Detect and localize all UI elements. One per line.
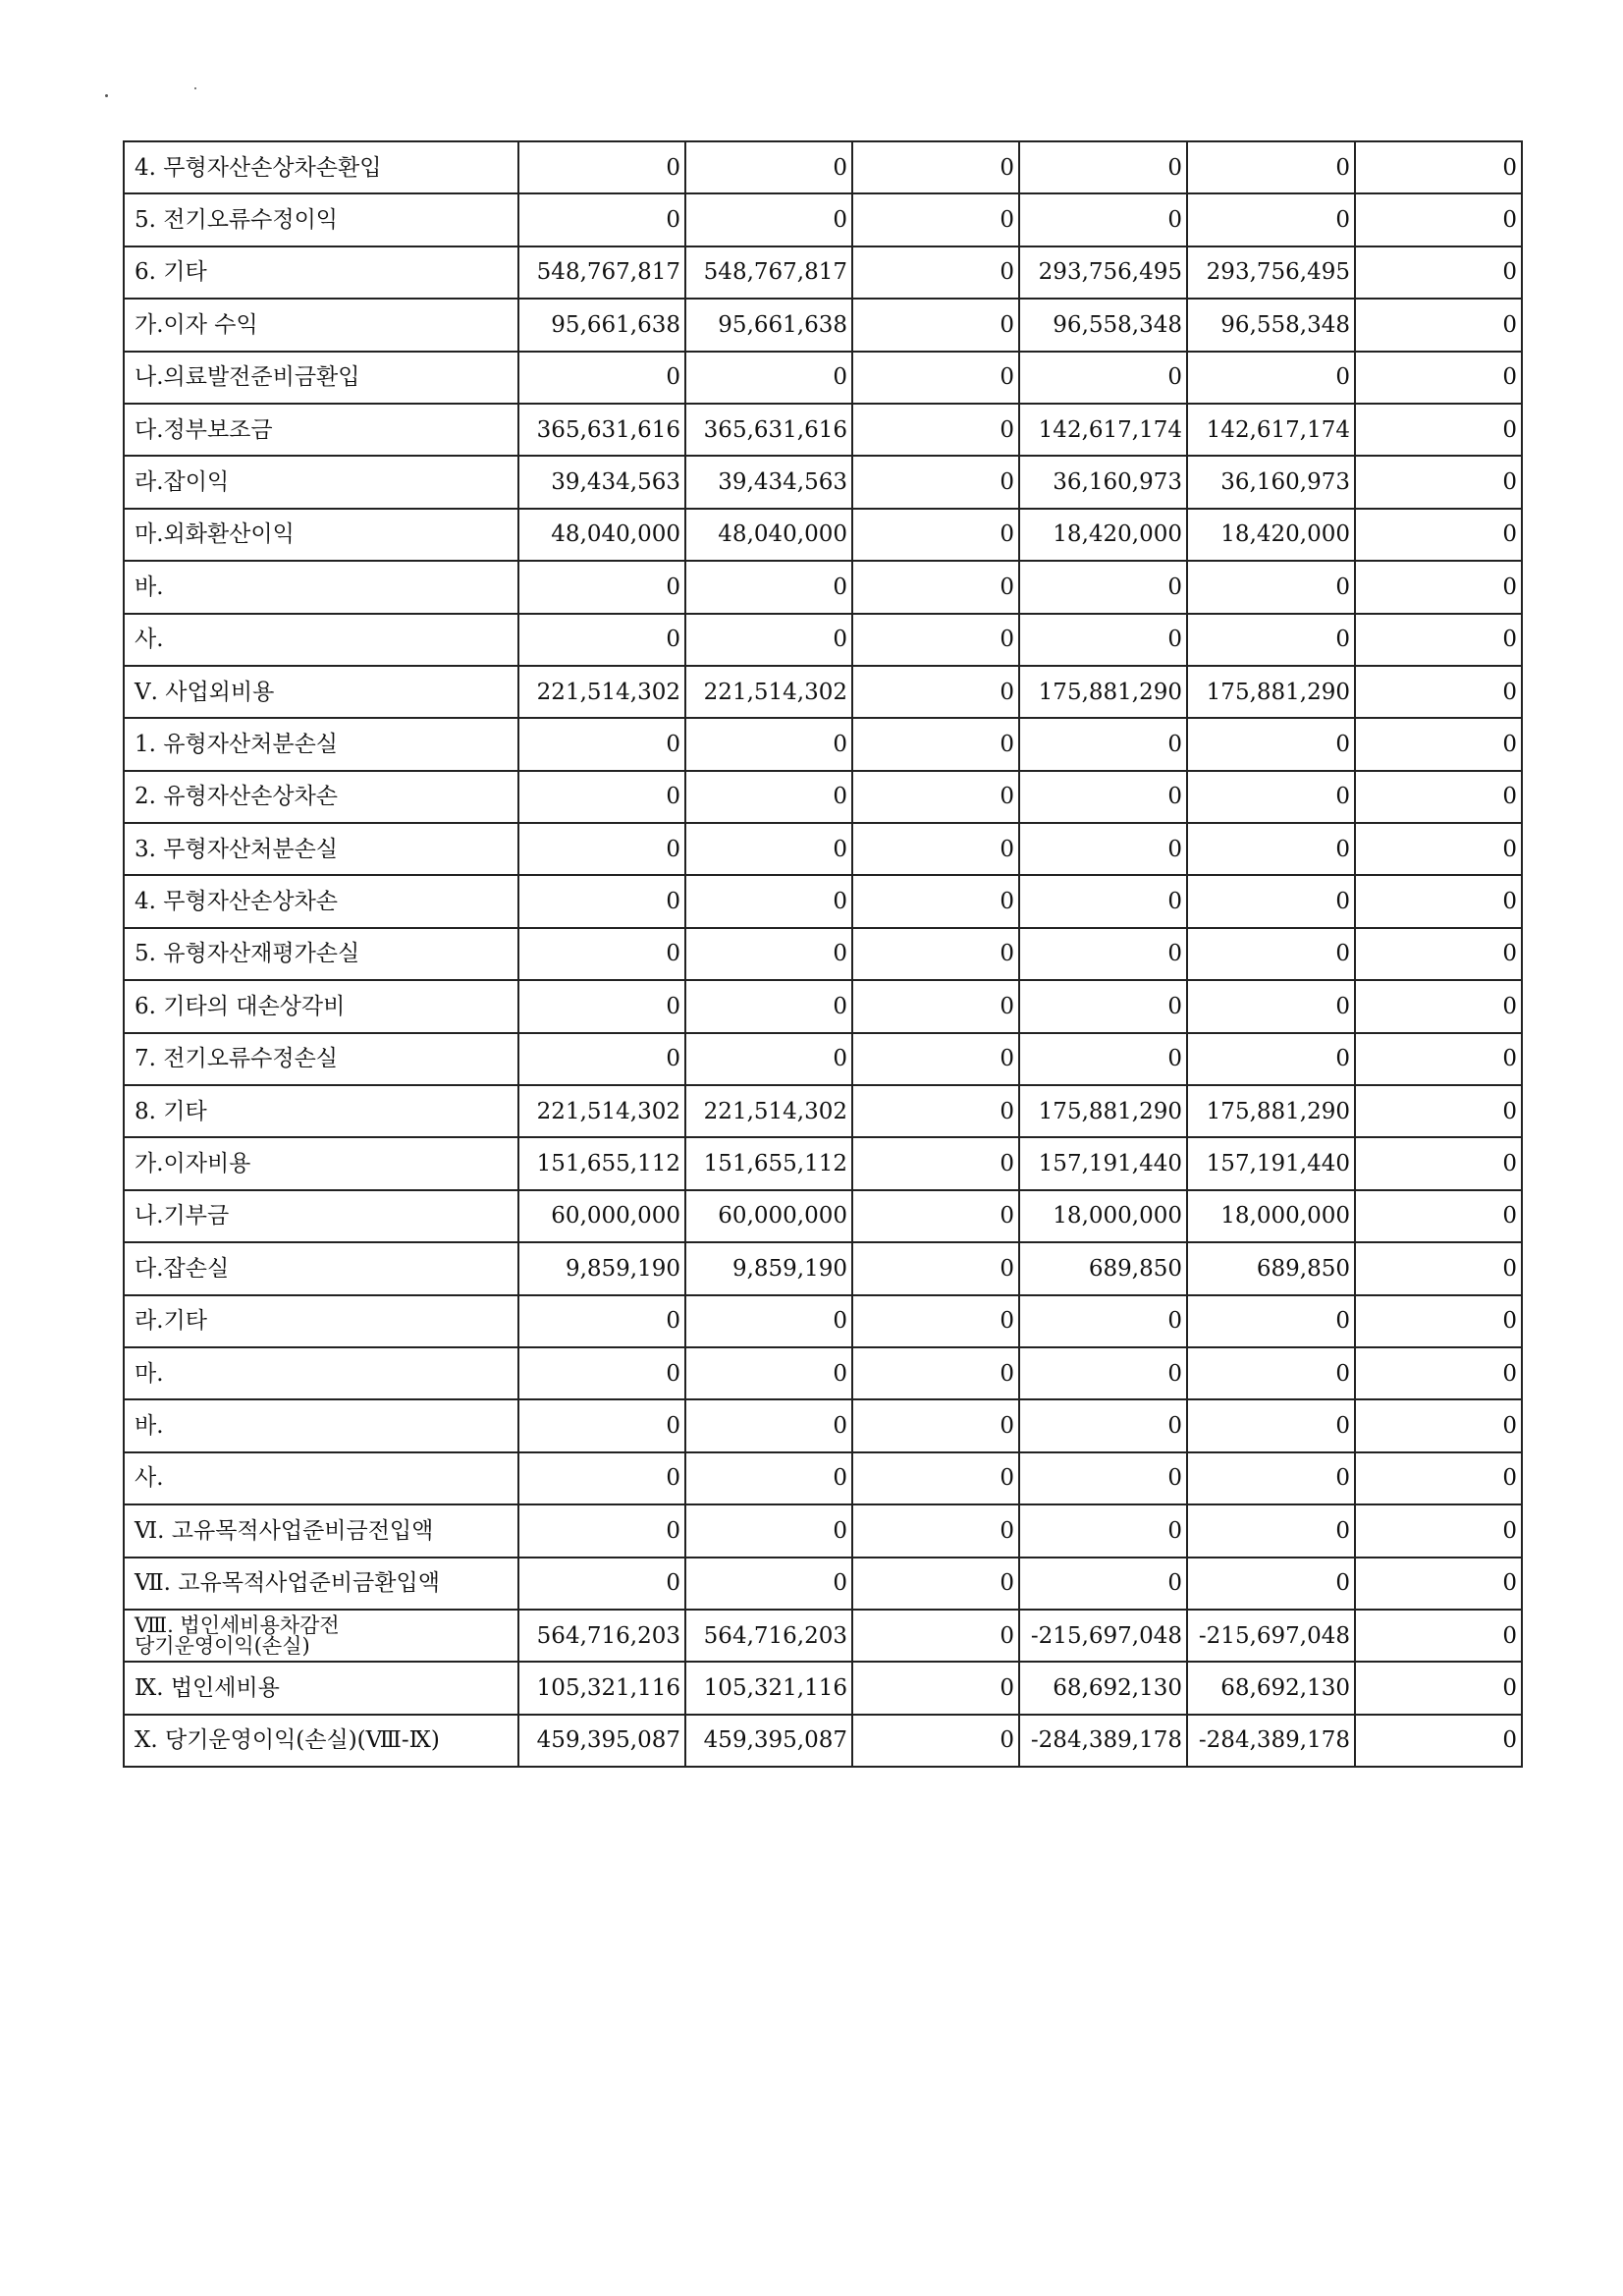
value-cell: 18,420,000	[1187, 509, 1355, 561]
value-cell: 0	[852, 1190, 1019, 1242]
value-cell: 157,191,440	[1187, 1137, 1355, 1189]
value-cell: 0	[685, 561, 852, 613]
value-cell: 548,767,817	[685, 246, 852, 299]
value-cell: 0	[852, 666, 1019, 718]
value-cell: 0	[518, 771, 685, 823]
row-label: Ⅷ. 법인세비용차감전 당기운영이익(손실)	[124, 1610, 518, 1662]
table-row	[124, 509, 1522, 561]
row-label: 라.잡이익	[124, 456, 518, 508]
value-cell: 221,514,302	[518, 666, 685, 718]
value-cell: 0	[852, 141, 1019, 193]
value-cell: 0	[1019, 1504, 1187, 1557]
table-row	[124, 875, 1522, 927]
table-row	[124, 1242, 1522, 1294]
value-cell: 0	[685, 614, 852, 666]
value-cell: 0	[1019, 614, 1187, 666]
table-row	[124, 928, 1522, 980]
row-label: 5. 전기오류수정이익	[124, 193, 518, 246]
table-row	[124, 193, 1522, 246]
row-label: 4. 무형자산손상차손환입	[124, 141, 518, 193]
value-cell: 0	[1019, 823, 1187, 875]
value-cell: 0	[1187, 1452, 1355, 1504]
value-cell: -215,697,048	[1187, 1610, 1355, 1662]
value-cell: 39,434,563	[518, 456, 685, 508]
value-cell: 36,160,973	[1019, 456, 1187, 508]
value-cell: 0	[1019, 1295, 1187, 1347]
value-cell: 0	[685, 771, 852, 823]
value-cell: 0	[1355, 928, 1522, 980]
value-cell: 0	[518, 141, 685, 193]
value-cell: 0	[1019, 928, 1187, 980]
value-cell: 0	[1355, 509, 1522, 561]
value-cell: 151,655,112	[685, 1137, 852, 1189]
value-cell: 0	[1355, 1610, 1522, 1662]
value-cell: 0	[1355, 1504, 1522, 1557]
value-cell: 0	[685, 1452, 852, 1504]
value-cell: 0	[1187, 718, 1355, 770]
value-cell: 0	[1355, 771, 1522, 823]
value-cell: 157,191,440	[1019, 1137, 1187, 1189]
value-cell: 0	[852, 823, 1019, 875]
value-cell: 689,850	[1019, 1242, 1187, 1294]
value-cell: 0	[685, 141, 852, 193]
value-cell: 0	[518, 1399, 685, 1451]
value-cell: 95,661,638	[685, 299, 852, 351]
row-label: 바.	[124, 1399, 518, 1451]
table-row	[124, 1558, 1522, 1610]
value-cell: 0	[518, 352, 685, 404]
table-row	[124, 1610, 1522, 1662]
value-cell: 0	[685, 1399, 852, 1451]
value-cell: 0	[518, 561, 685, 613]
value-cell: 39,434,563	[685, 456, 852, 508]
value-cell: 0	[1187, 1558, 1355, 1610]
value-cell: 175,881,290	[1187, 666, 1355, 718]
value-cell: 0	[852, 404, 1019, 456]
table-row	[124, 141, 1522, 193]
value-cell: 0	[1355, 1137, 1522, 1189]
value-cell: 96,558,348	[1187, 299, 1355, 351]
table-row	[124, 823, 1522, 875]
row-label: 4. 무형자산손상차손	[124, 875, 518, 927]
value-cell: 0	[1187, 1504, 1355, 1557]
value-cell: 0	[1187, 1347, 1355, 1399]
value-cell: 0	[1019, 561, 1187, 613]
value-cell: 459,395,087	[685, 1715, 852, 1767]
value-cell: 0	[518, 875, 685, 927]
table-row	[124, 1347, 1522, 1399]
table-row	[124, 299, 1522, 351]
value-cell: 105,321,116	[518, 1662, 685, 1714]
value-cell: 0	[685, 1033, 852, 1085]
value-cell: 0	[685, 823, 852, 875]
table-row	[124, 718, 1522, 770]
value-cell: 0	[1187, 1399, 1355, 1451]
table-row	[124, 352, 1522, 404]
table-row	[124, 666, 1522, 718]
value-cell: 0	[1355, 1399, 1522, 1451]
value-cell: 0	[1355, 1715, 1522, 1767]
row-label: 5. 유형자산재평가손실	[124, 928, 518, 980]
value-cell: 0	[1187, 771, 1355, 823]
value-cell: 0	[1019, 718, 1187, 770]
value-cell: 0	[1355, 1242, 1522, 1294]
row-label: 라.기타	[124, 1295, 518, 1347]
value-cell: 221,514,302	[685, 1085, 852, 1137]
table-row	[124, 1399, 1522, 1451]
value-cell: 0	[1355, 1452, 1522, 1504]
value-cell: 0	[852, 509, 1019, 561]
value-cell: 0	[1187, 352, 1355, 404]
income-statement-table	[123, 140, 1523, 1768]
value-cell: 0	[1187, 561, 1355, 613]
value-cell: 0	[852, 1242, 1019, 1294]
value-cell: 151,655,112	[518, 1137, 685, 1189]
value-cell: 0	[685, 1558, 852, 1610]
value-cell: 0	[685, 980, 852, 1032]
value-cell: 96,558,348	[1019, 299, 1187, 351]
value-cell: 0	[1355, 1295, 1522, 1347]
row-label: 2. 유형자산손상차손	[124, 771, 518, 823]
table-row	[124, 1137, 1522, 1189]
value-cell: 0	[852, 1085, 1019, 1137]
value-cell: 0	[1019, 875, 1187, 927]
value-cell: -284,389,178	[1187, 1715, 1355, 1767]
value-cell: 0	[1019, 1033, 1187, 1085]
value-cell: 0	[852, 875, 1019, 927]
value-cell: 0	[685, 1347, 852, 1399]
value-cell: 0	[1187, 141, 1355, 193]
value-cell: 60,000,000	[685, 1190, 852, 1242]
table-row	[124, 1662, 1522, 1714]
value-cell: 9,859,190	[685, 1242, 852, 1294]
table-row	[124, 1715, 1522, 1767]
row-label: 바.	[124, 561, 518, 613]
value-cell: 0	[518, 1347, 685, 1399]
value-cell: 293,756,495	[1187, 246, 1355, 299]
value-cell: 0	[1355, 299, 1522, 351]
value-cell: 459,395,087	[518, 1715, 685, 1767]
value-cell: 0	[685, 928, 852, 980]
table-row	[124, 1033, 1522, 1085]
value-cell: 0	[852, 718, 1019, 770]
value-cell: 0	[518, 1558, 685, 1610]
value-cell: 175,881,290	[1019, 666, 1187, 718]
value-cell: 221,514,302	[685, 666, 852, 718]
value-cell: 0	[852, 614, 1019, 666]
value-cell: 0	[685, 875, 852, 927]
value-cell: 0	[685, 193, 852, 246]
value-cell: 0	[1355, 352, 1522, 404]
value-cell: 0	[1187, 1033, 1355, 1085]
value-cell: 68,692,130	[1019, 1662, 1187, 1714]
value-cell: 0	[1187, 614, 1355, 666]
value-cell: 0	[1355, 1190, 1522, 1242]
row-label: 나.기부금	[124, 1190, 518, 1242]
value-cell: 0	[852, 1452, 1019, 1504]
value-cell: 142,617,174	[1187, 404, 1355, 456]
row-label: 6. 기타의 대손상각비	[124, 980, 518, 1032]
value-cell: 18,420,000	[1019, 509, 1187, 561]
value-cell: 0	[1187, 980, 1355, 1032]
value-cell: 0	[518, 980, 685, 1032]
value-cell: 0	[1355, 404, 1522, 456]
row-label: 가.이자비용	[124, 1137, 518, 1189]
value-cell: 0	[852, 980, 1019, 1032]
value-cell: 0	[1019, 141, 1187, 193]
value-cell: 0	[518, 718, 685, 770]
value-cell: 0	[852, 1504, 1019, 1557]
value-cell: 548,767,817	[518, 246, 685, 299]
value-cell: 0	[1355, 614, 1522, 666]
value-cell: 0	[852, 1399, 1019, 1451]
value-cell: 0	[1019, 1558, 1187, 1610]
scan-speck	[194, 87, 196, 89]
value-cell: 0	[1355, 980, 1522, 1032]
table-row	[124, 614, 1522, 666]
value-cell: 60,000,000	[518, 1190, 685, 1242]
value-cell: 0	[1355, 456, 1522, 508]
row-label: 7. 전기오류수정손실	[124, 1033, 518, 1085]
table-row	[124, 404, 1522, 456]
value-cell: 0	[1019, 352, 1187, 404]
row-label: Ⅹ. 당기운영이익(손실)(Ⅷ-Ⅸ)	[124, 1715, 518, 1767]
value-cell: 0	[1187, 1295, 1355, 1347]
value-cell: 18,000,000	[1187, 1190, 1355, 1242]
value-cell: 175,881,290	[1187, 1085, 1355, 1137]
value-cell: 293,756,495	[1019, 246, 1187, 299]
value-cell: 95,661,638	[518, 299, 685, 351]
value-cell: 0	[1187, 193, 1355, 246]
value-cell: 365,631,616	[518, 404, 685, 456]
row-label: 다.정부보조금	[124, 404, 518, 456]
value-cell: 0	[685, 1504, 852, 1557]
table-row	[124, 1085, 1522, 1137]
value-cell: 0	[852, 1662, 1019, 1714]
value-cell: 68,692,130	[1187, 1662, 1355, 1714]
value-cell: 142,617,174	[1019, 404, 1187, 456]
value-cell: 0	[1355, 561, 1522, 613]
table-row	[124, 980, 1522, 1032]
value-cell: 0	[518, 928, 685, 980]
value-cell: 36,160,973	[1187, 456, 1355, 508]
row-label: 8. 기타	[124, 1085, 518, 1137]
value-cell: 0	[1355, 823, 1522, 875]
row-label: 마.외화환산이익	[124, 509, 518, 561]
value-cell: 0	[852, 1347, 1019, 1399]
value-cell: 221,514,302	[518, 1085, 685, 1137]
row-label: Ⅶ. 고유목적사업준비금환입액	[124, 1558, 518, 1610]
value-cell: 0	[518, 1033, 685, 1085]
value-cell: 48,040,000	[685, 509, 852, 561]
value-cell: 0	[1355, 193, 1522, 246]
value-cell: 0	[685, 352, 852, 404]
value-cell: 0	[518, 1452, 685, 1504]
value-cell: 0	[518, 1295, 685, 1347]
value-cell: 0	[852, 1295, 1019, 1347]
value-cell: 0	[852, 928, 1019, 980]
value-cell: 0	[852, 193, 1019, 246]
value-cell: 0	[518, 614, 685, 666]
value-cell: 0	[1355, 1662, 1522, 1714]
value-cell: 175,881,290	[1019, 1085, 1187, 1137]
value-cell: 0	[518, 193, 685, 246]
value-cell: 0	[852, 771, 1019, 823]
value-cell: 0	[1355, 666, 1522, 718]
row-label: 다.잡손실	[124, 1242, 518, 1294]
value-cell: 0	[852, 561, 1019, 613]
row-label: 3. 무형자산처분손실	[124, 823, 518, 875]
value-cell: 0	[852, 1033, 1019, 1085]
value-cell: 0	[1019, 980, 1187, 1032]
row-label: 사.	[124, 614, 518, 666]
row-label: 나.의료발전준비금환입	[124, 352, 518, 404]
scan-speck	[105, 94, 108, 97]
value-cell: 0	[852, 246, 1019, 299]
value-cell: -215,697,048	[1019, 1610, 1187, 1662]
row-label: 6. 기타	[124, 246, 518, 299]
value-cell: 0	[1187, 875, 1355, 927]
value-cell: 0	[852, 1558, 1019, 1610]
table-row	[124, 456, 1522, 508]
value-cell: 564,716,203	[685, 1610, 852, 1662]
value-cell: 0	[1355, 875, 1522, 927]
value-cell: 0	[852, 1610, 1019, 1662]
value-cell: 0	[1019, 1347, 1187, 1399]
value-cell: 0	[1019, 1399, 1187, 1451]
value-cell: 0	[852, 1715, 1019, 1767]
value-cell: 0	[685, 1295, 852, 1347]
table-row	[124, 771, 1522, 823]
value-cell: 0	[1187, 928, 1355, 980]
value-cell: 18,000,000	[1019, 1190, 1187, 1242]
value-cell: 0	[1355, 1558, 1522, 1610]
value-cell: 0	[1355, 1347, 1522, 1399]
row-label: Ⅵ. 고유목적사업준비금전입액	[124, 1504, 518, 1557]
value-cell: 48,040,000	[518, 509, 685, 561]
table-row	[124, 1452, 1522, 1504]
value-cell: 0	[852, 1137, 1019, 1189]
value-cell: 0	[1019, 771, 1187, 823]
value-cell: 0	[1355, 141, 1522, 193]
value-cell: 0	[852, 299, 1019, 351]
table-row	[124, 561, 1522, 613]
row-label: 마.	[124, 1347, 518, 1399]
table-row	[124, 1190, 1522, 1242]
row-label: Ⅴ. 사업외비용	[124, 666, 518, 718]
table-body	[124, 141, 1522, 1767]
value-cell: 0	[1355, 246, 1522, 299]
row-label: 가.이자 수익	[124, 299, 518, 351]
table-row	[124, 1504, 1522, 1557]
value-cell: 0	[1019, 193, 1187, 246]
value-cell: 105,321,116	[685, 1662, 852, 1714]
row-label: 1. 유형자산처분손실	[124, 718, 518, 770]
value-cell: 0	[518, 823, 685, 875]
value-cell: 365,631,616	[685, 404, 852, 456]
value-cell: 0	[852, 352, 1019, 404]
value-cell: 0	[1187, 823, 1355, 875]
value-cell: 0	[1019, 1452, 1187, 1504]
row-label: Ⅸ. 법인세비용	[124, 1662, 518, 1714]
value-cell: 0	[1355, 1033, 1522, 1085]
value-cell: 0	[852, 456, 1019, 508]
value-cell: -284,389,178	[1019, 1715, 1187, 1767]
value-cell: 0	[1355, 1085, 1522, 1137]
table-row	[124, 246, 1522, 299]
value-cell: 0	[1355, 718, 1522, 770]
value-cell: 564,716,203	[518, 1610, 685, 1662]
value-cell: 9,859,190	[518, 1242, 685, 1294]
value-cell: 0	[685, 718, 852, 770]
value-cell: 0	[518, 1504, 685, 1557]
value-cell: 689,850	[1187, 1242, 1355, 1294]
table-row	[124, 1295, 1522, 1347]
row-label: 사.	[124, 1452, 518, 1504]
